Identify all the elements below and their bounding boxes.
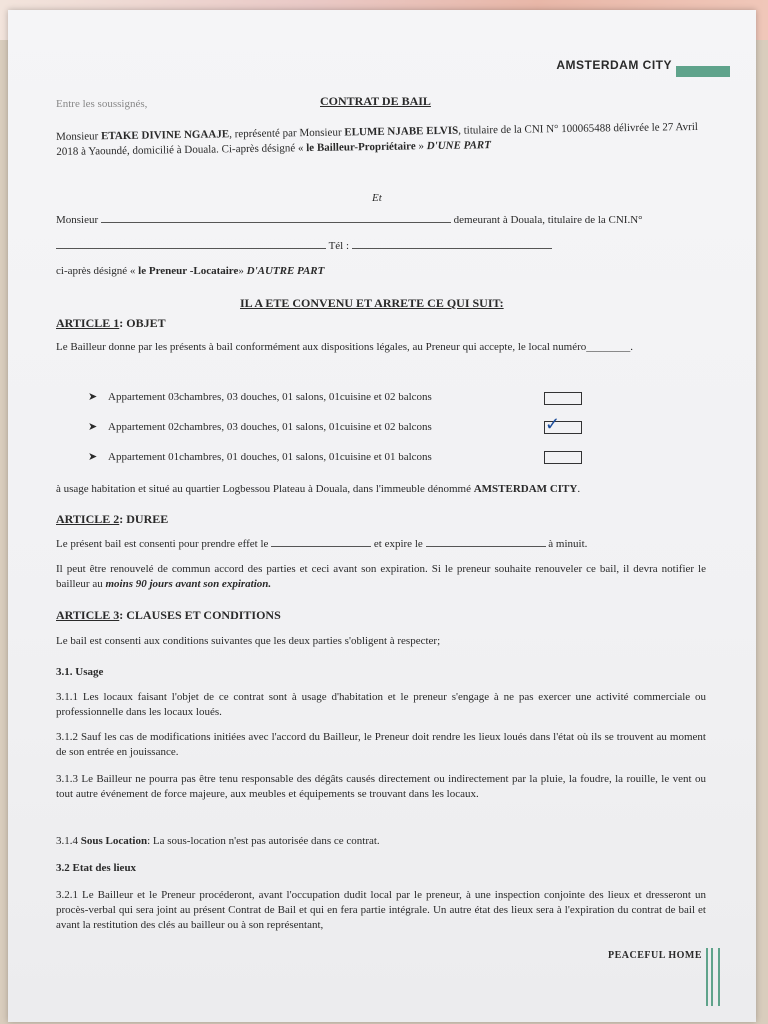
article-1-text: Le Bailleur donne par les présents à bail conformément aux dispositions légales, au Preneur qui accepte, le local numéro________. [56, 341, 634, 353]
end-date-field[interactable] [426, 536, 546, 547]
usage-text: . [577, 483, 581, 495]
demeurant-text: demeurant à Douala, titulaire de la CNI.N° [453, 214, 643, 226]
building-name: AMSTERDAM CITY [473, 483, 578, 495]
arrow-bullet-icon: ➤ [88, 451, 98, 463]
footer-brand: PEACEFUL HOME [607, 950, 702, 961]
checkbox-3-chambres[interactable] [544, 392, 582, 405]
article-1-title: : OBJET [119, 316, 166, 330]
article-2-number: ARTICLE 2 [56, 512, 120, 526]
arrow-bullet-icon: ➤ [88, 421, 98, 433]
option-1-chambre [88, 450, 432, 463]
article-2-text [56, 536, 706, 552]
article-3-heading [56, 608, 281, 623]
article-2-heading [56, 512, 168, 527]
section-3-2-heading: 3.2 Etat des lieux [56, 862, 137, 874]
clause-text: : La sous-location n'est pas autorisée dans ce contrat. [147, 835, 380, 847]
option-3-chambres [88, 390, 432, 403]
usage-paragraph [56, 482, 706, 497]
agreement-heading: IL A ETE CONVENU ET ARRETE CE QUI SUIT: [240, 296, 504, 310]
clause-3-2-1: 3.2.1 Le Bailleur et le Preneur procéderont, avant l'occupation dudit local par le preneur, à une inspection conjointe des lieux et dresseront un procès-verbal qui sera joint au présent Contrat de Bail et qui en fera partie intégrale. Un autre état des lieux sera à l'expiration du contrat de bail et avant la restitution des clés au bailleur ou à son représentant, [56, 889, 706, 931]
article-2-title: : DUREE [119, 512, 169, 526]
bailleur-role: le Bailleur-Propriétaire [306, 140, 416, 155]
monsieur-label: Monsieur [56, 214, 99, 226]
parties-text: , titulaire de la CNI N° 100065488 délivrée le 27 Avril 2018 à Yaoundé, domicilié à Douala. Ci-après désigné « [56, 120, 698, 158]
renewal-text: Il peut être renouvelé de commun accord des parties et ceci avant son expiration. Si le preneur souhaite renouveler ce bail, il devra notifier le bailleur au [56, 563, 706, 590]
article-3-title: : CLAUSES ET CONDITIONS [119, 608, 281, 622]
preneur-paragraph [56, 264, 324, 279]
parties-text: Monsieur [56, 130, 102, 143]
checkmark-icon: ✓ [545, 414, 561, 434]
usage-text: à usage habitation et situé au quartier Logbessou Plateau à Douala, dans l'immeuble dénommé [56, 483, 474, 495]
document-title: CONTRAT DE BAIL [320, 94, 431, 108]
checkbox-1-chambre[interactable] [544, 451, 582, 464]
renewal-paragraph [56, 562, 706, 592]
preneur-text: ci-après désigné « [56, 265, 139, 277]
one-part-label: D'UNE PART [426, 139, 492, 153]
section-3-1-heading: 3.1. Usage [56, 666, 104, 678]
footer-accent-lines [706, 948, 720, 1006]
tenant-name-field[interactable] [101, 212, 451, 223]
tel-field[interactable] [352, 238, 552, 249]
clause-3-1-4 [56, 834, 380, 849]
et-label: Et [372, 192, 382, 204]
renewal-notice: moins 90 jours avant son expiration. [105, 578, 272, 590]
tel-label: Tél : [328, 240, 350, 252]
bailleur-name: ETAKE DIVINE NGAAJE [100, 128, 230, 143]
preneur-role: le Preneur -Locataire [138, 265, 239, 277]
start-date-field[interactable] [271, 536, 371, 547]
article-1-heading [56, 316, 166, 331]
duration-text: et expire le [373, 538, 423, 550]
clause-3-1-2: 3.1.2 Sauf les cas de modifications initiées avec l'accord du Bailleur, le Preneur doit rendre les lieux loués dans l'état où ils se trouvent au moment de son entrée en jouissance. [56, 731, 706, 758]
sublet-label: Sous Location [80, 835, 148, 847]
option-2-chambres [88, 420, 432, 433]
pre-title: Entre les soussignés, [56, 98, 148, 110]
parties-text: » [415, 140, 427, 153]
tel-row [56, 238, 616, 254]
article-3-intro: Le bail est consenti aux conditions suivantes que les deux parties s'obligent à respecter; [56, 635, 441, 647]
arrow-bullet-icon: ➤ [88, 391, 98, 403]
clause-3-1-1: 3.1.1 Les locaux faisant l'objet de ce contrat sont à usage d'habitation et le preneur s'engage à ne pas exercer une activité commerciale ou professionnelle dans les locaux loués. [56, 691, 706, 718]
other-part-label: D'AUTRE PART [246, 265, 325, 277]
contract-page [8, 10, 756, 1022]
preneur-text: » [238, 265, 247, 277]
option-label: Appartement 01chambres, 01 douches, 01 salons, 01cuisine et 01 balcons [108, 451, 432, 463]
brand-accent-bar [676, 66, 730, 77]
checkbox-2-chambres[interactable] [544, 414, 582, 434]
article-3-number: ARTICLE 3 [56, 608, 120, 622]
clause-number: 3.1.4 [56, 835, 81, 847]
brand-header: AMSTERDAM CITY [556, 58, 672, 72]
representative-name: ELUME NJABE ELVIS [344, 124, 459, 139]
article-1-number: ARTICLE 1 [56, 316, 120, 330]
cni-number-field[interactable] [56, 238, 326, 249]
tenant-name-row [56, 212, 706, 228]
option-label: Appartement 02chambres, 03 douches, 01 salons, 01cuisine et 02 balcons [108, 421, 432, 433]
duration-text: à minuit. [548, 538, 588, 550]
parties-text: , représenté par Monsieur [229, 126, 345, 141]
clause-3-1-3: 3.1.3 Le Bailleur ne pourra pas être tenu responsable des dégâts causés directement ou indirectement par la pluie, la foudre, la rouille, le vent ou tout autre événement de force majeure, aux meubles et équipements se trouvant dans les locaux. [56, 773, 706, 800]
option-label: Appartement 03chambres, 03 douches, 01 salons, 01cuisine et 02 balcons [108, 391, 432, 403]
parties-paragraph [56, 120, 706, 160]
duration-text: Le présent bail est consenti pour prendre effet le [56, 538, 269, 550]
